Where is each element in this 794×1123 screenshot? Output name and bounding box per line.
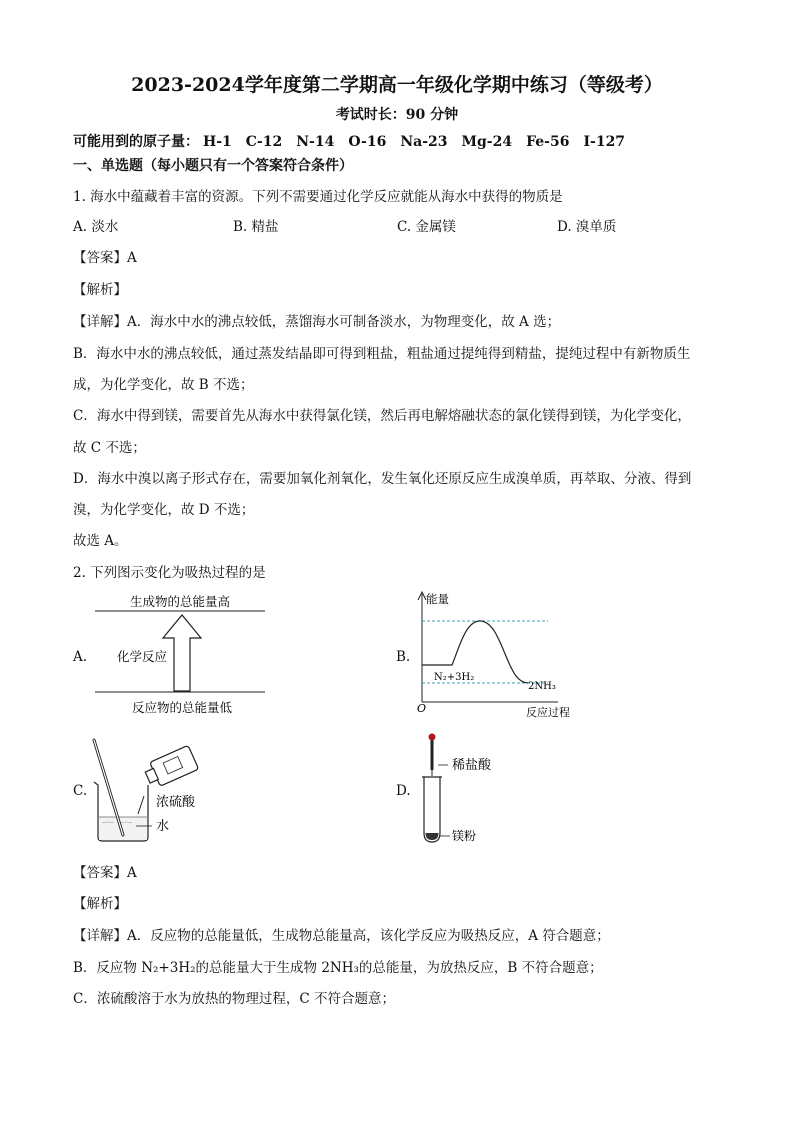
detail-tag: 【详解】	[73, 314, 127, 330]
q1-option-c: C. 金属镁	[397, 219, 456, 235]
figure-b-x-label: 反应过程	[526, 706, 570, 719]
exam-duration: 考试时长：90 分钟	[335, 107, 459, 123]
figure-b-reactant: N₂+3H₂	[434, 672, 475, 683]
atomic-mass-item: N-14	[296, 134, 335, 150]
figure-c-pour-stream	[138, 796, 144, 814]
q2-detail-line	[73, 924, 610, 944]
q2-option-d-letter: D.	[396, 783, 411, 799]
figure-b-product: 2NH₃	[528, 681, 556, 692]
figure-c-bottle	[142, 745, 198, 789]
page-title: 2023-2024学年度第二学期高一年级化学期中练习（等级考）	[131, 74, 663, 96]
section-heading: 一、单选题（每小题只有一个答案符合条件）	[73, 158, 353, 174]
q1-detail-line: 故 C 不选；	[73, 440, 146, 456]
figure-a-top-label: 生成物的总能量高	[129, 594, 231, 609]
answer-tag: 【答案】	[73, 865, 127, 881]
q1-detail-line: B．海水中水的沸点较低，通过蒸发结晶即可得到粗盐，粗盐通过提纯得到精盐，提纯过程中有新物质生	[73, 346, 691, 362]
q1-detail-line: D．海水中溴以离子形式存在，需要加氧化剂氧化，发生氧化还原反应生成溴单质，再萃取、分液、得到	[73, 471, 692, 487]
figure-b-origin: O	[417, 702, 427, 715]
q2-answer	[73, 861, 137, 881]
q1-answer	[73, 246, 137, 266]
q1-stem: 1. 海水中蕴藏着丰富的资源。下列不需要通过化学反应就能从海水中获得的物质是	[73, 189, 563, 205]
answer-value: A	[127, 250, 137, 266]
q1-detail-line: C．海水中得到镁，需要首先从海水中获得氯化镁，然后再电解熔融状态的氯化镁得到镁，为化学变化，	[73, 408, 691, 424]
q1-option-d: D. 溴单质	[557, 219, 617, 235]
q2-detail-line: C．浓硫酸溶于水为放热的物理过程，C 不符合题意；	[73, 991, 395, 1007]
figure-c-water	[99, 817, 147, 840]
atomic-mass-item: Fe-56	[526, 134, 570, 150]
atomic-mass-item: I-127	[583, 134, 626, 150]
q2-option-b-letter: B.	[396, 649, 411, 665]
figure-c-acid-label: 浓硫酸	[156, 795, 196, 810]
q1-analysis-tag: 【解析】	[73, 282, 127, 298]
figure-d-tube	[424, 777, 440, 842]
q2-option-c-letter: C.	[73, 783, 88, 799]
atomic-mass-item: Na-23	[400, 134, 448, 150]
q2-stem: 2. 下列图示变化为吸热过程的是	[73, 565, 266, 581]
q2-detail-line: B．反应物 N₂+3H₂的总能量大于生成物 2NH₃的总能量，为放热反应，B 不符合题意；	[73, 960, 603, 976]
figure-d-acid-label: 稀盐酸	[452, 758, 492, 773]
q1-option-b: B. 精盐	[233, 219, 279, 235]
atomic-mass-item: C-12	[245, 134, 283, 150]
answer-tag: 【答案】	[73, 250, 127, 266]
figure-a-bottom-label: 反应物的总能量低	[131, 700, 233, 715]
detail-text: A．海水中水的沸点较低，蒸馏海水可制备淡水，为物理变化，故 A 选；	[127, 314, 561, 330]
figure-c-dilution	[88, 734, 218, 849]
q2-option-a-letter: A.	[73, 649, 88, 665]
figure-d-dropper	[431, 740, 434, 770]
q1-detail-line: 故选 A。	[73, 533, 128, 549]
figure-d-dropper-bulb	[429, 734, 436, 741]
atomic-mass-item: O-16	[348, 134, 387, 150]
q1-option-a: A. 淡水	[73, 219, 119, 235]
figure-d-magnesium-powder	[426, 833, 439, 840]
figure-d-powder-label: 镁粉	[452, 829, 477, 843]
detail-tag: 【详解】	[73, 928, 127, 944]
atomic-mass-item: H-1	[203, 134, 232, 150]
atomic-masses-label: 可能用到的原子量：	[73, 134, 199, 150]
figure-d-test-tube	[412, 732, 522, 850]
atomic-masses-line	[73, 131, 639, 151]
q1-detail-line: 成，为化学变化，故 B 不选；	[73, 377, 254, 393]
answer-value: A	[127, 865, 137, 881]
figure-a-middle-label: 化学反应	[116, 649, 168, 664]
figure-a-arrow	[163, 615, 201, 691]
q2-analysis-tag: 【解析】	[73, 896, 127, 912]
figure-a-energy-diagram	[90, 588, 270, 720]
q1-detail-line: 溴，为化学变化，故 D 不选；	[73, 502, 255, 518]
figure-c-water-label: 水	[156, 819, 170, 834]
atomic-mass-item: Mg-24	[461, 134, 513, 150]
detail-text: A．反应物的总能量低，生成物总能量高，该化学反应为吸热反应，A 符合题意；	[127, 928, 610, 944]
q1-detail-line	[73, 310, 560, 330]
figure-b-y-label: 能量	[426, 592, 449, 606]
figure-b-energy-profile	[408, 588, 588, 723]
